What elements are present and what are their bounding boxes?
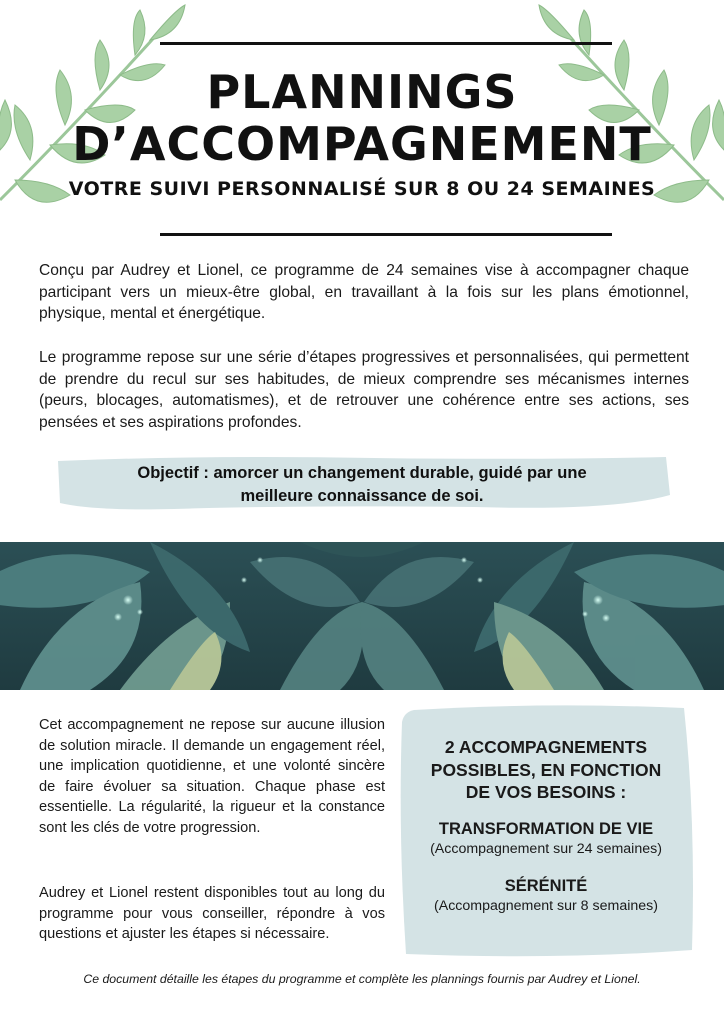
option-transformation-detail: (Accompagnement sur 24 semaines)	[430, 841, 662, 857]
page-title-line2: D’ACCOMPAGNEMENT	[72, 117, 652, 171]
options-box-title-line-1: 2 ACCOMPAGNEMENTS	[444, 737, 648, 757]
options-box-title-line-3: DE VOS BESOINS :	[465, 782, 627, 802]
objective-statement	[54, 462, 670, 508]
page-subtitle: VOTRE SUIVI PERSONNALISÉ SUR 8 OU 24 SEMAINES	[68, 178, 656, 200]
option-serenite-detail: (Accompagnement sur 8 semaines)	[434, 898, 658, 914]
header-rule-bottom	[160, 233, 612, 236]
intro-paragraph-1: Conçu par Audrey et Lionel, ce programme de 24 semaines vise à accompagner chaque participant vers un mieux-être global, en travaillant à la fois sur les plans émotionnel, physique, mental et énergétique.	[39, 262, 689, 322]
objective-line-1: Objectif : amorcer un changement durable, guidé par une	[137, 464, 587, 482]
options-box-title	[400, 736, 692, 804]
commitment-paragraph: Cet accompagnement ne repose sur aucune illusion de solution miracle. Il demande un engagement réel, une implication quotidienne, et une volonté sincère de faire évoluer sa situation. Chaque phase est essentielle. La régularité, la rigueur et la constance sont les clés de votre progression.	[39, 717, 385, 836]
footer-note: Ce document détaille les étapes du programme et complète les plannings fournis par Audrey et Lionel.	[83, 972, 641, 986]
objective-line-2: meilleure connaissance de soi.	[240, 487, 484, 505]
support-paragraph: Audrey et Lionel restent disponibles tout au long du programme pour vous conseiller, répondre à vos questions et ajuster les étapes si nécessaire.	[39, 885, 385, 942]
intro-paragraph-2: Le programme repose sur une série d’étapes progressives et personnalisées, qui permettent de prendre du recul sur ses habitudes, de mieux comprendre ses mécanismes internes (peurs, blocages, automatismes), et de retrouver une cohérence entre ses actions, ses pensées et ses aspirations profondes.	[39, 349, 689, 431]
option-transformation-title: TRANSFORMATION DE VIE	[438, 820, 654, 838]
page-title-line1: PLANNINGS	[206, 65, 518, 119]
options-box-title-line-2: POSSIBLES, EN FONCTION	[430, 759, 662, 780]
option-serenite-title: SÉRÉNITÉ	[504, 877, 588, 895]
leaf-banner-image	[0, 542, 724, 690]
header-rule-top	[160, 42, 612, 45]
